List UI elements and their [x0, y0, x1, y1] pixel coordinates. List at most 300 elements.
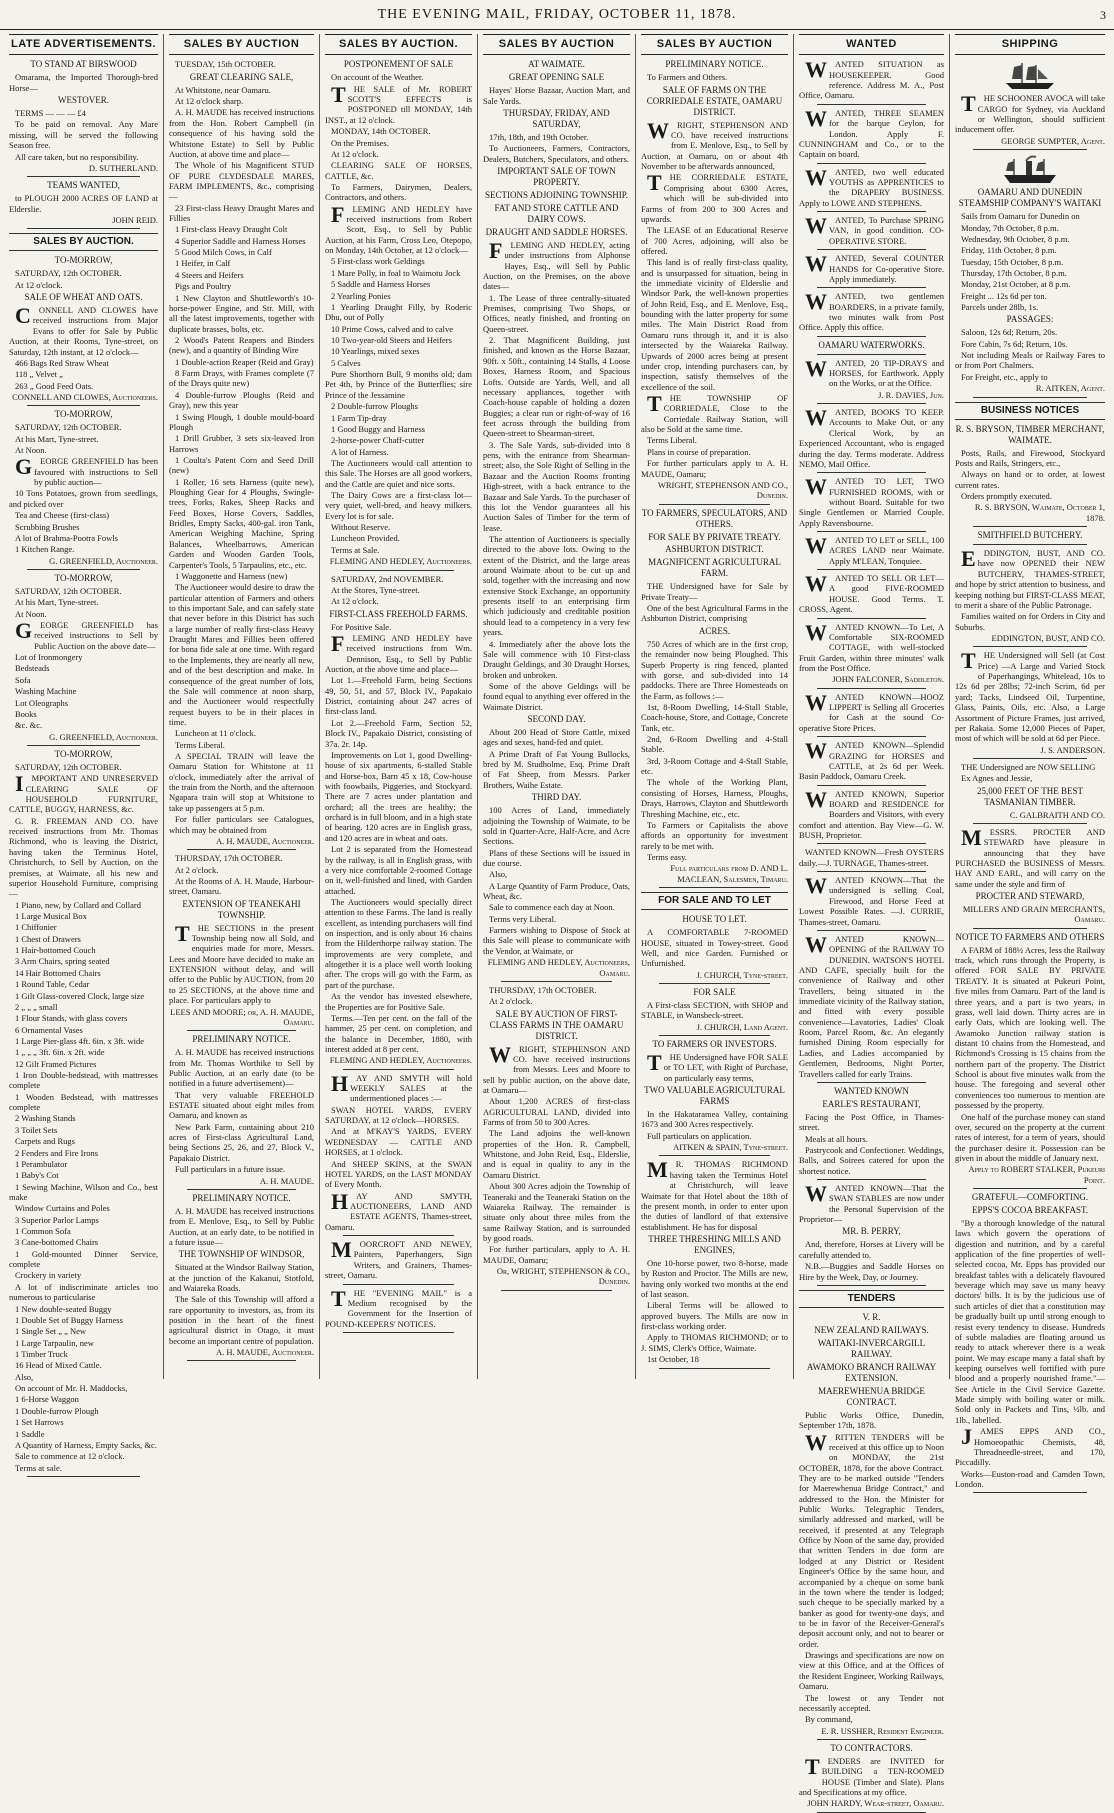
divider: [817, 871, 926, 872]
ad-signature: LEES AND MOORE; or, A. H. MAUDE, Oamaru.: [170, 1006, 314, 1027]
ad-line: 10 Two-year-old Steers and Heifers: [331, 335, 452, 345]
ad-line: 2. That Magnificent Building, just finished, and known as the Horse Bazaar, 90ft. x 50ft., containing 14 Stalls, 4 Loose Boxes, Harness Room, and Spacious Lofts. Outside are Yards, Well, and all necessary appliances, together with Coach-house capable of holding a dozen Buggies; a clear run or right-of-way of 16 feet across through the building from Queen-street to Shearman-street.: [483, 335, 630, 439]
ad-body: THE SCHOONER AVOCA will take CARGO for Sydney, via Auckland or Wellington, should sufficient inducement offer.: [955, 91, 1105, 135]
divider: [187, 1030, 296, 1031]
divider: [973, 544, 1087, 545]
ad-line: 1 Good Buggy and Harness: [331, 423, 425, 434]
masthead-title: THE EVENING MAIL, FRIDAY, OCTOBER 11, 1878.: [377, 6, 737, 22]
ad-line: 3 Toilet Sets: [15, 1124, 58, 1135]
ad-line: 3 Cane-bottomed Chairs: [15, 1237, 99, 1248]
ad-headline: NEW ZEALAND RAILWAYS.: [814, 1325, 929, 1336]
ad-line: 4 Superior Saddle and Harness Horses: [175, 235, 306, 246]
ad-line: Bedsteads: [15, 663, 50, 674]
ad-body: WANTED KNOWN—HOOZ LIPPERT is Selling all Groceries for Cash at the sound Co-operative Store Prices.: [799, 689, 944, 733]
ad-line: Orders promptly executed.: [961, 491, 1052, 502]
ad-signature: JOHN FALCONER, Saddleton.: [832, 674, 944, 685]
divider: [817, 1179, 926, 1180]
divider: [973, 397, 1087, 398]
ad-body: GEORGE GREENFIELD has received instructions to Sell by Public Auction on the above date—: [15, 618, 158, 651]
ad-line: G. R. FREEMAN AND CO. have received instructions from Mr. Thomas Richmond, who is leaving the District, having taken the Terminus Hotel, Christchurch, to Sell by Auction, on the premises, at Waimate, all his new and superior Household Furniture, comprising—: [9, 815, 158, 899]
divider: [973, 149, 1087, 150]
ad-line: 1 Large Pier-glass 4ft. 6in. x 3ft. wide: [15, 1035, 145, 1046]
advertisement: [641, 59, 788, 500]
ad-headline: PRELIMINARY NOTICE.: [665, 59, 764, 70]
divider: [343, 570, 454, 571]
ad-line: Pastrycook and Confectioner. Weddings, Balls, and Soirees catered for upon the shortest notice.: [799, 1144, 944, 1176]
divider: [817, 403, 926, 404]
ad-headline: SECOND DAY.: [527, 714, 586, 725]
ad-line: Freight ... 12s 6d per ton.: [961, 290, 1047, 301]
ad-line: The LEASE of an Educational Reserve of 700 Acres, adjoining, will also be offered.: [641, 225, 788, 256]
ad-body: WANTED KNOWN—Splendid GRAZING for HORSES and CATTLE, at 2s 6d per Week. Basin Paddock, Oamaru Creek.: [799, 738, 944, 782]
ad-signature: R. S. BRYSON, Waimate, October 1, 1878.: [974, 502, 1105, 523]
ad-line: Hayes' Horse Bazaar, Auction Mart, and Sale Yards.: [483, 85, 630, 106]
ad-body: THE CORRIEDALE ESTATE, Comprising about 6300 Acres, which will be sub-divided into Farms of from 200 to 300 Acres and upwards.: [641, 170, 788, 224]
ad-line: The Dairy Cows are a first-class lot—very quiet, well-bred, and heavy milkers. Every lot is for sale.: [325, 490, 472, 521]
ad-headline: PASSAGES:: [1006, 314, 1054, 325]
ad-line: And, therefore, Horses at Livery will be carefully attended to.: [799, 1239, 944, 1260]
ad-headline: FOR SALE BY PRIVATE TREATY.: [648, 531, 781, 542]
column-heading: LATE ADVERTISEMENTS.: [9, 34, 158, 55]
ad-line: Window Curtains and Poles: [15, 1203, 110, 1214]
ad-headline: FIRST-CLASS FREEHOLD FARMS.: [329, 608, 468, 619]
ad-line: 1 Perambulator: [15, 1158, 68, 1169]
ad-headline: THREE THRESHING MILLS AND ENGINES,: [648, 1234, 781, 1255]
advertisement: [799, 1743, 944, 1809]
ad-line: On the Premises.: [331, 137, 389, 148]
ad-line: 2 „ „ „ small: [15, 1001, 58, 1012]
ad-line: Facing the Post Office, in Thames-street.: [799, 1111, 944, 1133]
ad-line: Luncheon at 11 o'clock.: [175, 728, 256, 739]
column-heading: SALES BY AUCTION: [483, 34, 630, 55]
ad-line: 2 Double-furrow Ploughs: [331, 401, 418, 412]
ad-headline: TO CONTRACTORS.: [830, 1742, 913, 1753]
ad-line: 1 Heifer, in Calf: [175, 258, 231, 269]
ad-line: 1 Baby's Cot: [15, 1170, 59, 1181]
advertisement: [799, 535, 944, 566]
advertisement: [955, 1192, 1105, 1489]
ad-signature: GEORGE SUMPTER, Agent.: [1001, 135, 1105, 146]
ad-body: WANTED KNOWN—That the undersigned is selling Coal, Firewood, and Horse Feed at Lowest Possible Rates. —J. CURRIE, Thames-street, Oamaru.: [799, 873, 944, 927]
ad-line: Some of the above Geldings will be found equal to anything ever offered in the Waimate District.: [483, 680, 630, 712]
ad-line: At 12 o'clock sharp.: [175, 96, 244, 107]
ad-headline: EARLE'S RESTAURANT,: [822, 1098, 921, 1109]
ad-line: At Whitstone, near Oamaru.: [175, 84, 271, 95]
ad-body: WANTED KNOWN—OPENING of the RAILWAY TO DUNEDIN. WATSON'S HOTEL AND CAFE, specially built for the convenience of Railway and other Travellers, being situated in the immediate vicinity of the Railway station, and fitted with every possible convenience—Lavatories, Ladies' Cloak Room, Parcel Room, &c. An elegantly furnished Dining Room especially for Ladies, and Ladies accompanied by Gentlemen, Bedrooms, Night Porter, Travellers called for early Trains.: [799, 931, 944, 1079]
ad-line: Families waited on for Orders in City and Suburbs.: [955, 611, 1105, 632]
ad-signature: FLEMING AND HEDLEY, Auctioneers.: [329, 556, 472, 567]
ad-line: THURSDAY, 17th OCTOBER.: [175, 853, 283, 864]
ad-line: SATURDAY, 12th OCTOBER.: [15, 422, 122, 433]
ad-headline: WANTED KNOWN: [834, 1085, 909, 1096]
ad-line: Fore Cabin, 7s 6d; Return, 10s.: [961, 338, 1068, 349]
ad-signature: AITKEN & SPAIN, Tyne-street.: [673, 1142, 788, 1153]
ad-line: For further particulars apply to A. H. MAUDE, Oamaru;: [641, 458, 788, 479]
ad-line: In the Hakataramea Valley, containing 1673 and 300 Acres respectively.: [641, 1109, 788, 1130]
ad-line: Thursday, 17th October, 8 p.m.: [961, 267, 1067, 278]
ad-line: Crockery in variety: [15, 1270, 82, 1281]
newspaper-page: [4, 34, 1110, 1809]
ad-signature: FLEMING AND HEDLEY, Auctioneers, Oamaru.: [487, 957, 630, 978]
divider: [343, 1235, 454, 1236]
ad-line: Terms very Liberal.: [489, 913, 557, 924]
ad-body: WRIGHT, STEPHENSON AND CO. have received instructions from Messrs. Lees and Moore to sell by public auction, on the above date, at Oamaru—: [483, 1041, 630, 1095]
divider: [817, 785, 926, 786]
advertisement: [955, 824, 1105, 925]
advertisement: [9, 409, 158, 566]
ad-headline: SALE BY AUCTION OF FIRST-CLASS FARMS IN THE OAMARU DISTRICT.: [489, 1008, 624, 1041]
column-3: [320, 34, 478, 1379]
divider: [343, 1069, 454, 1070]
ad-line: 1 Round Table, Cedar: [15, 979, 90, 990]
divider: [973, 1492, 1087, 1493]
ad-line: To Auctioneers, Farmers, Contractors, Dealers, Butchers, Speculators, and others.: [483, 143, 630, 164]
ad-line: Apply to THOMAS RICHMOND; or to J. SIMS, Clerk's Office, Waimate.: [641, 1332, 788, 1353]
ad-line: Liberal Terms will be allowed to approved buyers. The Mills are now in first-class working order.: [641, 1300, 788, 1332]
advertisement: [955, 424, 1105, 523]
ad-signature: FLEMING AND HEDLEY, Auctioneers.: [329, 1055, 472, 1066]
ad-line: About 300 Acres adjoin the Township of Teaneraki and the Teaneraki Station on the Waiareka Railway. The remainder is situate only about three miles from the same Railway Station, and is surrounded by good roads.: [483, 1181, 630, 1243]
advertisement: [955, 762, 1105, 820]
divider: [817, 618, 926, 619]
ad-line: 1 Gilt Glass-covered Clock, large size: [15, 990, 145, 1001]
ad-headline: THURSDAY, FRIDAY, AND SATURDAY,: [503, 108, 610, 130]
ad-body: GEORGE GREENFIELD has been favoured with instructions to Sell by public auction—: [15, 454, 158, 488]
ad-line: TERMS — — — £4: [15, 108, 86, 119]
divider: [27, 176, 140, 177]
ad-line: A SPECIAL TRAIN will leave the Oamaru Station for Whitstone at 11 o'clock, immediately after the arrival of the train from the North, and the afternoon Ngapara train will stop at Whitstone to take up passengers at 5 p.m.: [169, 751, 314, 813]
ad-line: Pure Shorthorn Bull, 9 months old; dam Pet 4th, by Prince of the Butterflies; sire Prince of the Jessamine: [325, 369, 472, 400]
ad-line: A Prime Draft of Fat Young Bullocks, bred by M. Studholme, Esq. Prime Draft of Fat Sheep, from Messrs. Parker Brothers, Waihe Estate.: [483, 748, 630, 790]
ad-headline: V. R.: [862, 1312, 881, 1323]
divider: [659, 1155, 770, 1156]
ad-line: 1 Iron Double-bedstead, with mattresses complete: [9, 1070, 158, 1091]
ad-line: Tea and Cheese (first-class): [15, 510, 110, 521]
ad-body: HAY AND SMYTH will hold WEEKLY SALES at the undermentioned places :—: [331, 1070, 472, 1104]
ad-line: 1 Set Harrows: [15, 1417, 64, 1428]
divider: [817, 1082, 926, 1083]
ad-line: TUESDAY, 15th OCTOBER.: [175, 59, 276, 70]
ad-line: One half of the purchase money can stand over, secured on the property at the current rates of interest, for a term of years, should the purchaser desire it. Possession can be given in about the middle of January next.: [955, 1111, 1105, 1163]
ad-line: Not including Meals or Railway Fares to or from Port Chalmers.: [955, 350, 1105, 371]
ad-line: 2nd, 6-Room Dwelling and 4-Stall Stable.: [641, 734, 788, 755]
ad-headline: HOUSE TO LET.: [682, 914, 747, 925]
ad-line: 1 Coulta's Patent Corn and Seed Drill (new): [169, 454, 314, 476]
ad-line: Also,: [15, 1371, 34, 1382]
section-heading: TENDERS: [799, 1290, 944, 1308]
ad-line: Lot Oleographs: [15, 697, 69, 708]
ad-body: FLEMING AND HEDLEY, acting under instructions from Alphonse Hayes, Esq., will Sell by Public Auction, on the Premises, on the above dates—: [483, 237, 630, 292]
ad-line: 1 Chiffonier: [15, 922, 57, 933]
ad-line: At 2 o'clock.: [489, 996, 533, 1007]
ad-body: MR. THOMAS RICHMOND having taken the Terminus Hotel at Christchurch, will leave Waimate for that Hotel about the 18th of the present month, in order to enter upon the duties of landlord of that extensive establishment. He has for disposal: [641, 1157, 788, 1232]
divider: [817, 249, 926, 250]
ad-body: FLEMING AND HEDLEY have received instructions from Robert Scott, Esq., to Sell by Public Auction, at his Farm, Cross Leo, Otepopo, on Monday, 14th October, at 12 o'clock—: [325, 201, 472, 256]
advertisement: [9, 59, 158, 173]
ad-body: THE SECTIONS in the present Township being now all Sold, and enquiries made for more, Messrs. Lees and Moore have decided to make an EXTENSION without delay, and will offer to the Public by AUCTION, from 20 to 25 SECTIONS, at the above time and place. For particulars apply to: [169, 920, 314, 1006]
ad-line: 5 Good Milch Cows, in Calf: [175, 247, 272, 258]
divider: [817, 736, 926, 737]
ad-body: JAMES EPPS AND CO., Homoeopathic Chemists, 48, Threadneedle-street, and 170, Piccadilly.: [955, 1424, 1105, 1468]
advertisement: [9, 255, 158, 402]
ad-headline: EXTENSION OF TEANEKAHI TOWNSHIP.: [182, 898, 301, 920]
ad-signature: A. H. MAUDE, Auctioneer.: [216, 1347, 314, 1358]
ad-line: Lot of Ironmongery: [15, 652, 83, 663]
advertisement: [641, 508, 788, 884]
ad-line: The whole of the Working Plant, consisting of Horses, Harness, Ploughs, Drays, Harrows, Clayton and Shuttleworth Threshing Machine, etc., etc.: [641, 777, 788, 819]
advertisement: [641, 1039, 788, 1152]
ad-line: Lot 2.—Freehold Farm, Section 52, Block IV., Papakaio District, consisting of 37a. 2r. 14p.: [325, 717, 472, 749]
ad-headline: FAT AND STORE CATTLE AND DAIRY COWS.: [494, 202, 619, 224]
ad-line: 1 Yearling Draught Filly, by Roderic Dhu, out of Polly: [325, 301, 472, 323]
ad-line: 263 „ Good Feed Oats.: [15, 380, 94, 391]
divider: [973, 646, 1087, 647]
ad-line: 16 Head of Mixed Cattle.: [15, 1360, 102, 1371]
ad-line: MONDAY, 14th OCTOBER.: [331, 126, 431, 137]
ad-line: 1 6-Horse Waggon: [15, 1394, 79, 1405]
ad-headline: GREAT OPENING SALE: [508, 72, 605, 83]
ad-signature: E. R. USSHER, Resident Engineer.: [821, 1725, 944, 1736]
advertisement: [799, 875, 944, 927]
ad-line: A. H. MAUDE has received instructions from the Hon. Robert Campbell (in consequence of his having sold the Whitstone Estate) to Sell by Public Auction, at above time and place—: [169, 107, 314, 159]
ad-line: 1 Flour Stands, with glass covers: [15, 1013, 128, 1024]
divider: [817, 287, 926, 288]
ad-headline: SECTIONS ADJOINING TOWNSHIP.: [485, 190, 628, 201]
ad-line: Saloon, 12s 6d; Return, 20s.: [961, 327, 1058, 338]
ad-line: 4 Double-furrow Ploughs (Reid and Gray), new this year: [169, 389, 314, 411]
ad-line: Without Reserve.: [331, 522, 391, 533]
page-number: 3: [1100, 8, 1106, 22]
ad-signature: Full particulars from D. AND L. MACLEAN, Salesmen, Timaru.: [670, 863, 788, 884]
ad-signature: WRIGHT, STEPHENSON AND CO., Dunedin.: [657, 479, 788, 501]
advertisement: [169, 59, 314, 846]
divider: [659, 504, 770, 505]
ad-line: The attention of Auctioneers is specially directed to the above lots. Owing to the extent of the District, and the large areas around Waimate about to be cut up and sold, together with the increasing and now extensive Stock Exchange, an opportunity presents itself to an enterprising firm which judiciously and creditable position should lead to a competency in a very few years.: [483, 533, 630, 638]
advertisement: [799, 164, 944, 208]
ad-headline: EPPS'S COCOA BREAKFAST.: [971, 1205, 1089, 1215]
ad-line: At Noon.: [15, 608, 47, 619]
ad-headline: OAMARU AND DUNEDIN STEAMSHIP COMPANY'S WAITAKI: [958, 187, 1102, 209]
ad-line: 1 First-class Heavy Draught Colt: [175, 224, 288, 235]
ad-line: And at M'KAY'S YARDS, EVERY WEDNESDAY — CATTLE AND HORSES, at 1 o'clock.: [325, 1126, 472, 1158]
ad-line: For Freight, etc., apply to: [961, 371, 1048, 382]
ad-body: HAY AND SMYTH, AUCTIONEERS, LAND AND ESTATE AGENTS, Thames-street, Oamaru.: [325, 1188, 472, 1232]
ad-line: The Auctioneers would specially direct attention to these Farms. The land is really excellent, as intending purchasers will find on inspection, and is only about 16 chains from the Hilderthorpe railway station. The improvements are very complete, and altogether it is a place well worth looking after. The crops will go with the Farm, as part of the purchase.: [325, 896, 472, 990]
ad-line: The Auctioneer would desire to draw the particular attention of Farmers and others to this important Sale, and can safely state that never before in this District has such a large number of really first-class Heavy Draught Mares and Fillies been offered for bona fide sale at one time. With regard to the Implements, they are nearly all new, and of the best description and make. In consequence of the great number of lots, the Sale will commence at noon sharp, and the Auctioneer would respectfully request buyers to be in their places in time.: [169, 582, 314, 727]
column-5: [636, 34, 794, 1379]
ad-line: A. H. MAUDE has received instructions from Mr. Thomas Worthike to Sell by Public Auction, at an early date (to be notified in a future advertisement)—: [169, 1047, 314, 1089]
advertisement: [325, 1070, 472, 1232]
column-heading: SALES BY AUCTION: [641, 34, 788, 55]
ad-body: IMPORTANT AND UNRESERVED CLEARING SALE OF HOUSEHOLD FURNITURE, CATTLE, BUGGY, HARNESS, &c.: [9, 771, 158, 815]
divider: [501, 1290, 612, 1291]
ad-line: 1 Saddle: [15, 1428, 45, 1439]
column-6: [794, 34, 950, 1809]
ad-line: The Sale of this Township will afford a rare opportunity to investors, as, from its position in the heart of the finest agricultural district in Otago, it must become an important centre of population.: [169, 1294, 314, 1346]
ad-line: At Noon.: [15, 445, 47, 456]
ad-line: At the Stores, Tyne-street.: [331, 584, 420, 595]
ad-line: 2 Washing Stands: [15, 1113, 76, 1124]
divider: [343, 1284, 454, 1285]
ad-body: WANTED, THREE SEAMEN for the barque Ceylon, for London. Apply F. CUNNINGHAM and Co., or to the Captain on board.: [799, 105, 944, 160]
column-heading: SHIPPING: [955, 34, 1105, 55]
ad-line: Carpets and Rugs: [15, 1136, 75, 1147]
ad-headline: PROCTER AND STEWARD,: [975, 891, 1085, 902]
ad-headline: THE TOWNSHIP OF WINDSOR,: [178, 1249, 305, 1260]
advertisement: [799, 931, 944, 1079]
ad-body: FLEMING AND HEDLEY have received instructions from Wm. Dennison, Esq., to Sell by Public Auction, at the above time and place—: [325, 630, 472, 675]
ad-line: A lot of indiscriminate articles too numerous to particularise: [9, 1281, 158, 1303]
ad-body: WANTED SITUATION as HOUSEKEEPER. Good reference. Address M. A., Post Office, Oamaru.: [799, 57, 944, 101]
ad-body: WANTED TO LET, TWO FURNISHED ROOMS, with or without Board. Suitable for two Single Gentlemen or Married Couple. Apply Ravensbourne.: [799, 474, 944, 528]
advertisement: [641, 914, 788, 980]
ad-body: WANTED TO SELL OR LET—A good FIVE-ROOMED HOUSE. Good Terms. T. CROSS, Agent.: [799, 571, 944, 615]
ad-line: 1 Gold-mounted Dinner Service, complete: [9, 1248, 158, 1270]
advertisement: [799, 1086, 944, 1176]
ad-headline: 25,000 FEET OF THE BEST TASMANIAN TIMBER.: [977, 785, 1083, 807]
advertisement: [483, 985, 630, 1287]
ad-line: At his Mart, Tyne-street.: [15, 597, 99, 608]
divider: [817, 354, 926, 355]
advertisement: [799, 476, 944, 528]
ad-body: WANTED TO LET or SELL, 100 ACRES LAND near Waimate. Apply M'LEAN, Tonquiee.: [805, 533, 944, 566]
ad-headline: PRELIMINARY NOTICE.: [192, 1034, 291, 1045]
ad-line: 1 „ „ „ 3ft. 6in. x 2ft. wide: [15, 1047, 105, 1058]
ad-signature: R. AITKEN, Agent.: [1035, 383, 1105, 394]
ad-body: WRITTEN TENDERS will be received at this office up to Noon on MONDAY, the 21st OCTOBER, 1878, for the above Contract. They are to be marked outside "Tenders for Maerewhenua Bridge Contract," and addressed to the Hon. the Minister for Public Works. Telegraphic Tenders, similarly addressed and marked, will be received, if presented at any Telegraph Office by Noon of the same day, provided that written Tenders in due form are lodged at any District or Resident Engineer's Office by the same hour, and accompanied by a cheque on some bank in the town where the tender is lodged; such cheque to be specially marked by a banker as good for twenty-one days, and to be in favor of the Receiver-General's deposit account only, and not to bearer or order.: [799, 1429, 944, 1649]
ad-line: A FARM of 188½ Acres, less the Railway track, which runs through the Property, is offered FOR SALE BY PRIVATE TREATY. It is situated at Pukeuri Point, five miles from Oamaru. Part of the land is three years, and a part is two years, in grass, well laid down. Thirty acres are in early Oats, which are looking well. The Awamoko Junction railway station is distant 10 chains from the Homestead, and Richmond's Crossing is 15 chains from the northern part of the property. The District School is about five minutes walk from the house. The foregoing and several other conveniences too numerous to mention are possessed by the property.: [955, 944, 1105, 1111]
advertisement: [9, 749, 158, 1473]
ad-line: To Farmers and Others.: [647, 72, 728, 83]
ad-headline: FOR SALE: [693, 987, 736, 998]
ad-line: Sale to commence at 12 o'clock.: [15, 1451, 125, 1462]
advertisement: [799, 847, 944, 868]
ad-body: THE Undersigned will Sell (at Cost Price) —A Large and Varied Stock of Paperhangings, Whitelead, 10s to 12s 6d per 28lbs; 72-inch Scrim, 6d per yard; Tacks, Lindseed Oil, Turpentine, Glass, Paints, Oils, etc. Also, a Large Assortment of Picture Frames, just arrived, per Rakaia. Some 12,000 Pieces of Paper, most of which will be sold at 6d per Piece.: [955, 648, 1105, 744]
ad-line: At 12 o'clock.: [331, 596, 379, 607]
ad-line: 3. The Sale Yards, sub-divided into 8 pens, with the entrance from Shearman-street; also, the Sole Right of Selling in the Bazaar and the Auction Rooms fronting High-street, with a back entrance to the Bazaar and Sale Yards. To the purchaser of this lot the Vendor guarantees all his Auction Sales of Timber for the term of lease.: [483, 439, 630, 533]
advertisement: [799, 740, 944, 781]
ad-line: WANTED KNOWN—Fresh OYSTERS daily.—J. TURNAGE, Thames-street.: [799, 847, 944, 868]
ad-headline: MAEREWHENUA BRIDGE CONTRACT.: [818, 1385, 925, 1407]
ad-signature: Apply to ROBERT STALKER, Pukeuri Point.: [968, 1164, 1105, 1185]
ad-line: Drawings and specifications are now on view at this Office, and at the Offices of the Resident Engineer, Working Railways, Oamaru.: [799, 1650, 944, 1692]
ad-line: SATURDAY, 12th OCTOBER.: [15, 585, 122, 596]
advertisement: [955, 153, 1105, 393]
ad-line: Terms Liberal.: [647, 435, 697, 446]
ad-line: 1 Large Tarpaulin, new: [15, 1337, 94, 1348]
advertisement: [799, 355, 944, 400]
ad-line: SATURDAY, 2nd NOVEMBER.: [331, 573, 444, 584]
ad-line: 1. The Lease of three centrally-situated Premises, comprising Two Shops, or Offices, neatly finished, and fronting on Queen-street.: [483, 292, 630, 334]
ad-line: Sofa: [15, 674, 31, 685]
ad-line: On account of the Weather.: [331, 72, 424, 83]
ad-line: 4 Steers and Heifers: [175, 269, 244, 280]
divider: [817, 688, 926, 689]
ad-headline: PRELIMINARY NOTICE.: [192, 1192, 291, 1203]
advertisement: [955, 59, 1105, 146]
ad-line: 1 Double-furrow Plough: [15, 1405, 99, 1416]
masthead: [0, 0, 1114, 30]
ad-body: EDDINGTON, BUST, AND CO. have now OPENED their NEW BUTCHERY, THAMES-STREET, and hope by strict attention to business, and keeping nothing but FIRST-CLASS MEAT, to merit a share of the Public Patronage.: [955, 546, 1105, 610]
advertisement: [799, 573, 944, 614]
divider: [187, 1189, 296, 1190]
advertisement: [799, 340, 944, 351]
ad-line: 1st, 8-Room Dwelling, 14-Stall Stable, Coach-house, Store, and Cottage, Concrete Tank, etc.: [641, 701, 788, 733]
advertisement: [325, 1285, 472, 1329]
ad-line: To be paid on removal. Any Mare missing, will be served the following Season free.: [9, 119, 158, 151]
advertisement: [9, 573, 158, 742]
ad-line: Omarama, the Imported Thorough-bred Horse—: [9, 72, 158, 93]
column-heading: SALES BY AUCTION: [169, 34, 314, 55]
divider: [27, 745, 140, 746]
ad-headline: TO FARMERS, SPECULATORS, AND OTHERS.: [641, 507, 788, 529]
ad-line: 1 Double-action Reaper (Reid and Gray): [175, 356, 314, 367]
ad-signature: EDDINGTON, BUST, AND CO.: [991, 632, 1105, 643]
divider: [817, 472, 926, 473]
ad-headline: TO STAND AT BIRSWOOD: [30, 59, 137, 70]
ad-headline: R. S. BRYSON, TIMBER MERCHANT, WAIMATE.: [955, 423, 1105, 445]
divider: [659, 1368, 770, 1369]
divider: [817, 1285, 926, 1286]
ad-signature: JOHN REID.: [112, 214, 158, 225]
ad-headline: TWO VALUABLE AGRICULTURAL FARMS: [644, 1085, 785, 1107]
divider: [817, 211, 926, 212]
advertisement: [169, 1193, 314, 1358]
ad-body: THE Undersigned have FOR SALE or TO LET, with Right of Purchase, on particularly easy terms,: [647, 1050, 788, 1083]
divider: [817, 531, 926, 532]
ad-body: THE SALE of Mr. ROBERT SCOTT'S EFFECTS is POSTPONED till MONDAY, 14th INST., at 12 o'clock.: [325, 81, 472, 125]
advertisement: [955, 650, 1105, 755]
ad-headline: THIRD DAY.: [531, 792, 582, 803]
ad-line: Works—Euston-road and Camden Town, London.: [955, 1468, 1105, 1489]
ad-line: Sale to commence each day at Noon.: [489, 902, 615, 913]
ad-line: Tuesday, 15th October, 8 p.m.: [961, 256, 1064, 267]
divider: [27, 569, 140, 570]
ad-line: Terms.—Ten per cent. on the fall of the hammer, 25 per cent. on completion, and the balance in December, 1880, with interest added at 8 per cent.: [325, 1012, 472, 1054]
ad-signature: MILLERS AND GRAIN MERCHANTS, Oamaru.: [962, 904, 1105, 925]
ad-line: A. H. MAUDE has received instructions from E. Menlove, Esq., to Sell by Public Auction, at an early date, to be notified in a future issue—: [169, 1205, 314, 1247]
divider: [817, 1739, 926, 1740]
ship-icon: [1000, 59, 1060, 91]
divider: [187, 1360, 296, 1361]
ad-line: That very valuable FREEHOLD ESTATE situated about eight miles from Oamaru, and known as: [169, 1089, 314, 1121]
divider: [817, 569, 926, 570]
ad-headline: WAITAKI-INVERCARGILL RAILWAY.: [817, 1337, 926, 1359]
divider: [343, 1332, 454, 1333]
ad-headline: TO-MORROW,: [54, 409, 113, 420]
ad-line: 1 Waggonette and Harness (new): [175, 570, 288, 581]
ad-line: 1 Common Sofa: [15, 1226, 71, 1237]
ad-body: WANTED, two well educated YOUTHS as APPRENTICES to the DRAPERY BUSINESS. Apply to LOWE AND STEPHENS.: [799, 164, 944, 208]
ad-headline: GREAT CLEARING SALE,: [189, 71, 294, 82]
ad-line: Terms at Sale.: [331, 544, 380, 555]
ad-signature: G. GREENFIELD, Auctioneer.: [49, 731, 158, 742]
ad-line: Meals at all hours.: [805, 1133, 868, 1144]
ad-line: 1 New Clayton and Shuttleworth's 10-horse-power Engine, and Str. Mill, with all the latest improvements, together with duplicate brasses, bolts, etc.: [169, 292, 314, 334]
advertisement: [799, 291, 944, 332]
ad-signature: J. R. DAVIES, Jun.: [878, 389, 944, 400]
ad-line: 10 Prime Cows, calved and to calve: [331, 323, 454, 334]
ad-line: 750 Acres of which are in the first crop, the remainder now being Ploughed. This Superb Property is ring fenced, planted with gorse, and sub-divided into 14 paddocks. There are Three Homesteads on the Farm, as follows :—: [641, 638, 788, 701]
advertisement: [799, 253, 944, 284]
ad-line: A lot of Harness.: [331, 446, 389, 457]
divider: [817, 163, 926, 164]
section-heading: BUSINESS NOTICES: [955, 402, 1105, 420]
advertisement: [9, 180, 158, 225]
advertisement: [325, 574, 472, 1066]
ad-headline: SALE OF WHEAT AND OATS.: [24, 292, 143, 303]
ad-body: WANTED KNOWN, Superior BOARD and RESIDENCE for Boarders and Visitors, with every comfort and attention. Bay View—G. W. BUSH, Proprietor.: [799, 786, 944, 841]
